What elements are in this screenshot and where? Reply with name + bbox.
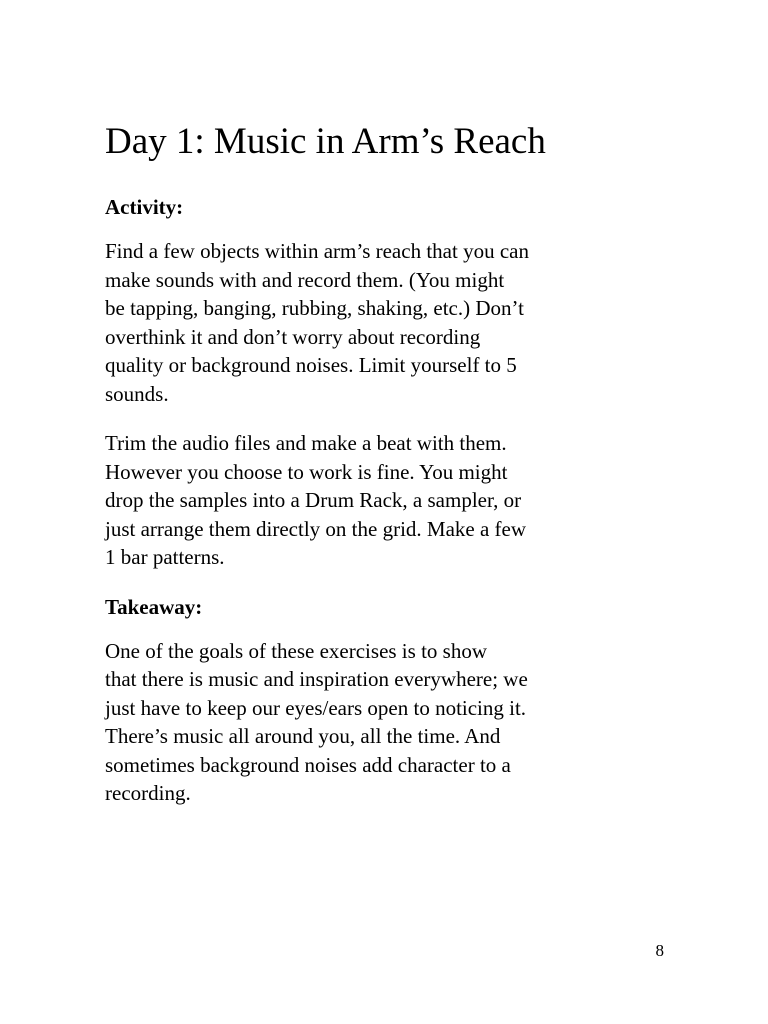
spacer [105, 622, 675, 637]
spacer [105, 166, 675, 193]
text-line: quality or background noises. Limit yourself to 5 [105, 353, 517, 377]
spacer [105, 572, 675, 593]
text-line: recording. [105, 781, 191, 805]
text-line: be tapping, banging, rubbing, shaking, etc.) Don’t [105, 296, 524, 320]
text-line: drop the samples into a Drum Rack, a sampler, or [105, 488, 522, 512]
text-line: sometimes background noises add character to a [105, 752, 511, 777]
page-title: Day 1: Music in Arm’s Reach [105, 121, 546, 162]
takeaway-paragraph [105, 637, 675, 808]
text-line: sounds. [105, 381, 169, 406]
text-line: Find a few objects within arm’s reach that you can [105, 239, 529, 263]
spacer [105, 222, 675, 237]
activity-paragraph-1 [105, 237, 675, 408]
text-line: Trim the audio files and make a beat with them. [105, 431, 507, 455]
text-line: There’s music all around you, all the time. And [105, 724, 501, 748]
takeaway-heading: Takeaway: [105, 594, 203, 619]
text-line: overthink it and don’t worry about recording [105, 324, 481, 349]
text-line: just arrange them directly on the grid. Make a few [105, 516, 527, 541]
text-line: One of the goals of these exercises is to show [105, 638, 487, 663]
text-line: 1 bar patterns. [105, 545, 225, 569]
text-line: just have to keep our eyes/ears open to noticing it. [105, 695, 527, 720]
activity-paragraph-2 [105, 429, 675, 572]
text-line: that there is music and inspiration everywhere; we [105, 667, 528, 691]
page-number: 8 [655, 941, 664, 960]
spacer [105, 408, 675, 429]
text-line: However you choose to work is fine. You might [105, 459, 508, 484]
text-line: make sounds with and record them. (You might [105, 267, 505, 292]
activity-heading: Activity: [105, 195, 184, 219]
page-content [105, 118, 675, 808]
